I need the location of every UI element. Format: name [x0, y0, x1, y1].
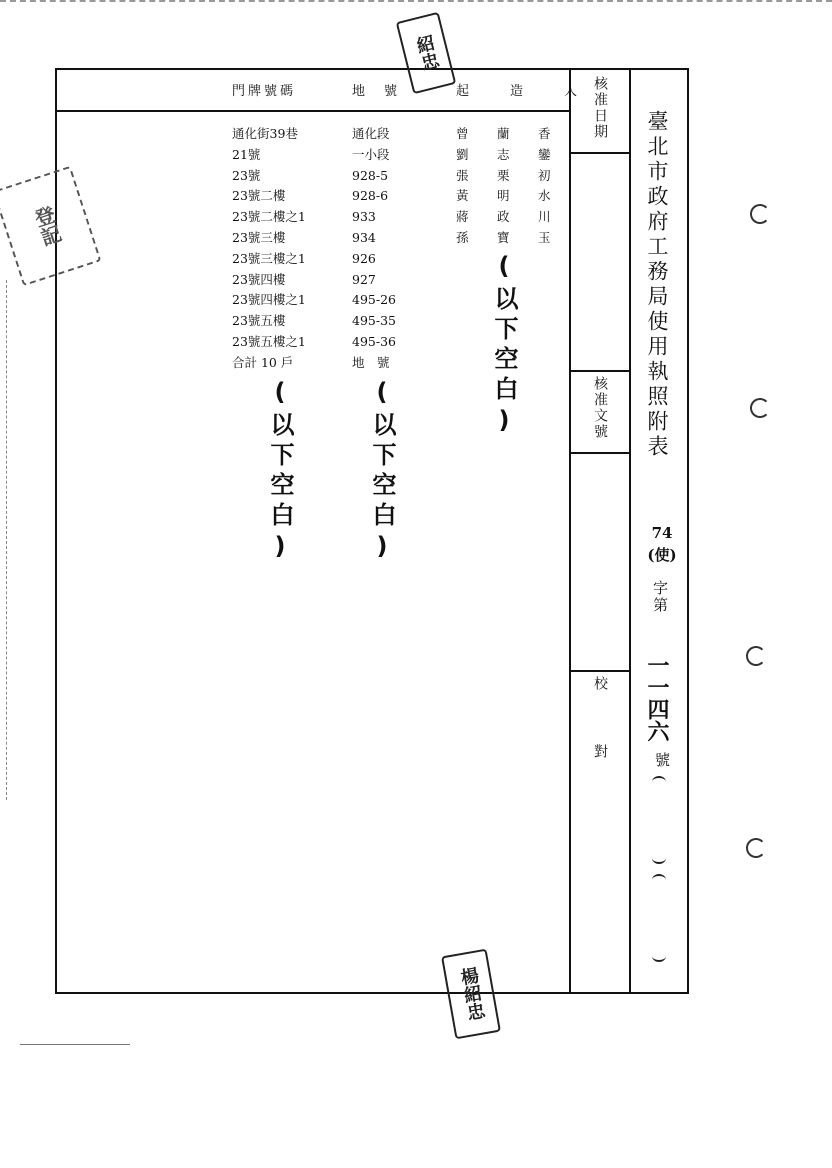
scan-edge-top	[0, 0, 832, 5]
door-number-cell: 23號	[232, 167, 261, 183]
scan-line-bottom	[20, 1044, 130, 1046]
header-lot-number: 地 號	[352, 84, 401, 99]
registration-stamp-text: 登記	[28, 203, 65, 249]
frame-right	[687, 68, 689, 994]
binder-hole-2	[750, 398, 770, 418]
door-number-cell: 23號五樓	[232, 313, 286, 329]
lot-number-cell: 一小段	[352, 146, 390, 162]
scan-edge-left	[6, 280, 9, 800]
side-divider-1	[570, 152, 630, 154]
lot-number-cell: 926	[352, 250, 376, 266]
side-divider-3	[570, 452, 630, 454]
lot-number-cell: 通化段	[352, 126, 390, 141]
lot-number-cell: 933	[352, 209, 376, 225]
doc-number-char: 字第	[651, 580, 669, 614]
door-number-cell: 23號四樓	[232, 271, 286, 287]
blank-mark-door: (以下空白)	[266, 378, 294, 566]
table-right-border	[569, 68, 571, 994]
door-number-column	[232, 124, 306, 374]
seal-stamp-top-text: 紹忠	[411, 32, 442, 73]
door-number-total: 合計 10 戶	[232, 354, 294, 370]
proofread-label: 校 對	[592, 676, 608, 778]
header-builder: 起 造 人	[456, 84, 592, 99]
door-number-cell: 21號	[232, 146, 261, 162]
builder-cell: 黃 明 水	[456, 188, 559, 204]
paren-mark-2	[652, 852, 666, 864]
frame-bottom	[55, 992, 689, 994]
lot-number-cell: 495-35	[352, 313, 396, 329]
seal-stamp-bottom	[441, 949, 501, 1040]
lot-number-cell: 927	[352, 271, 376, 287]
frame-top	[55, 68, 689, 70]
builder-cell: 孫 寶 玉	[456, 229, 559, 245]
builder-cell: 張 栗 初	[456, 167, 559, 183]
door-number-cell: 23號三樓	[232, 229, 286, 245]
lot-number-footer: 地 號	[352, 354, 390, 370]
paren-mark-4	[652, 950, 666, 962]
lot-number-cell: 934	[352, 229, 376, 245]
door-number-cell: 23號三樓之1	[232, 250, 306, 266]
doc-number: 一一四六	[644, 654, 670, 742]
builder-column	[456, 124, 559, 249]
lot-number-column	[352, 124, 396, 374]
seal-stamp-top	[396, 12, 457, 94]
builder-cell: 劉 志 鑾	[456, 146, 559, 162]
door-number-cell: 23號二樓	[232, 188, 286, 204]
blank-mark-lot: (以下空白)	[368, 378, 396, 566]
door-number-cell: 23號五樓之1	[232, 333, 306, 349]
doc-number-prefix: 74(使)	[647, 524, 677, 564]
document-title: 臺北市政府工務局使用執照附表	[645, 110, 669, 460]
seal-stamp-bottom-text: 楊紹忠	[456, 965, 487, 1023]
door-number-cell: 23號二樓之1	[232, 209, 306, 225]
binder-hole-4	[746, 838, 766, 858]
paren-mark-3	[652, 874, 666, 886]
approval-doc-label: 核准文號	[592, 376, 608, 440]
approval-date-label: 核准日期	[592, 76, 608, 140]
side-panel-divider	[629, 68, 631, 994]
binder-hole-3	[746, 646, 766, 666]
door-number-cell: 通化街39巷	[232, 126, 298, 141]
builder-cell: 曾 蘭 香	[456, 126, 559, 141]
blank-mark-builder: (以下空白)	[490, 252, 518, 440]
builder-cell: 蔣 政 川	[456, 209, 559, 225]
header-divider	[55, 110, 570, 112]
lot-number-cell: 928-5	[352, 167, 389, 183]
lot-number-cell: 495-36	[352, 333, 396, 349]
lot-number-cell: 928-6	[352, 188, 389, 204]
paren-mark-1	[652, 776, 666, 788]
side-divider-4	[570, 670, 630, 672]
header-door-number: 門牌號碼	[232, 84, 297, 99]
doc-number-suffix: 號	[653, 752, 671, 767]
door-number-cell: 23號四樓之1	[232, 292, 306, 308]
side-divider-2	[570, 370, 630, 372]
registration-stamp	[0, 166, 101, 286]
lot-number-cell: 495-26	[352, 292, 396, 308]
binder-hole-1	[750, 204, 770, 224]
